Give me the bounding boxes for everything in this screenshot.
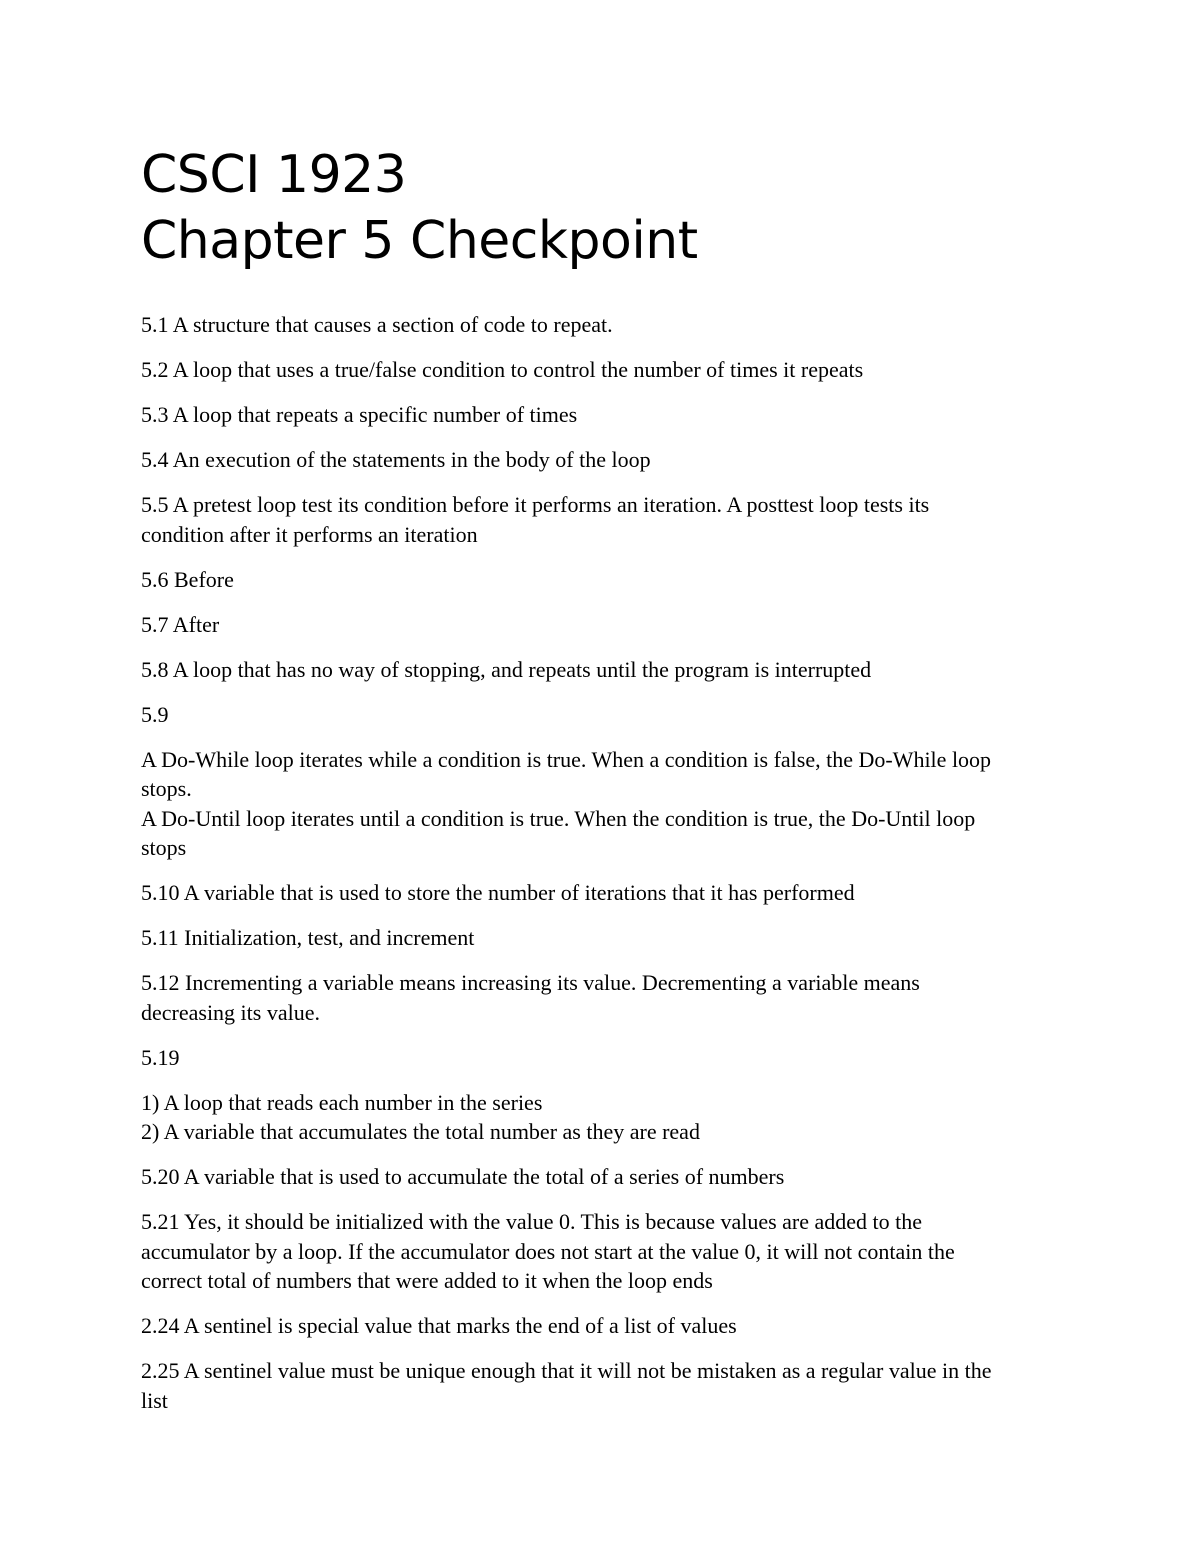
paragraph-line: 5.7 After <box>141 611 220 637</box>
answer-paragraph <box>141 490 1061 549</box>
answer-paragraph <box>141 445 1061 475</box>
paragraph-line: stops <box>141 835 187 860</box>
paragraph-line: stops. <box>141 776 192 801</box>
answer-paragraph <box>141 745 1061 863</box>
paragraph-line: 5.1 A structure that causes a section of code to repeat. <box>141 312 613 337</box>
course-title: CSCI 1923 <box>141 145 407 205</box>
answer-paragraph <box>141 400 1061 430</box>
paragraph-line: 5.20 A variable that is used to accumulate the total of a series of numbers <box>141 1164 785 1189</box>
paragraph-line: 5.3 A loop that repeats a specific number of times <box>141 402 578 427</box>
paragraph-line: accumulator by a loop. If the accumulator does not start at the value 0, it will not contain the <box>141 1238 955 1264</box>
paragraph-line: 5.4 An execution of the statements in the body of the loop <box>141 447 651 472</box>
paragraph-line: 5.11 Initialization, test, and increment <box>141 925 475 950</box>
paragraph-line: 5.19 <box>141 1044 180 1070</box>
answer-paragraph <box>141 610 1061 640</box>
paragraph-line: 5.5 A pretest loop test its condition before it performs an iteration. A posttest loop tests its <box>141 492 930 517</box>
chapter-title: Chapter 5 Checkpoint <box>141 211 698 271</box>
answer-paragraph <box>141 968 1061 1027</box>
answer-paragraph <box>141 878 1061 908</box>
paragraph-line: 5.21 Yes, it should be initialized with the value 0. This is because values are added to the <box>141 1209 923 1234</box>
paragraph-line: 1) A loop that reads each number in the series <box>141 1089 543 1115</box>
answer-paragraph <box>141 310 1061 340</box>
answer-paragraph <box>141 923 1061 953</box>
paragraph-line: 2) A variable that accumulates the total number as they are read <box>141 1119 700 1144</box>
document-title <box>141 142 1091 274</box>
answer-paragraph <box>141 565 1061 595</box>
answer-paragraph <box>141 355 1061 385</box>
answer-paragraph <box>141 1043 1061 1073</box>
answer-paragraph <box>141 1311 1061 1341</box>
answer-paragraph <box>141 700 1061 730</box>
paragraph-line: A Do-While loop iterates while a condition is true. When a condition is false, the Do-While loop <box>141 746 992 772</box>
answer-paragraph <box>141 1207 1061 1296</box>
paragraph-line: 2.24 A sentinel is special value that marks the end of a list of values <box>141 1313 737 1338</box>
document-body <box>141 310 1061 1431</box>
paragraph-line: 2.25 A sentinel value must be unique enough that it will not be mistaken as a regular value in the <box>141 1358 992 1383</box>
paragraph-line: A Do-Until loop iterates until a condition is true. When the condition is true, the Do-Until loop <box>141 805 976 831</box>
paragraph-line: correct total of numbers that were added to it when the loop ends <box>141 1268 713 1293</box>
paragraph-line: 5.6 Before <box>141 566 234 592</box>
paragraph-line: 5.2 A loop that uses a true/false condition to control the number of times it repeats <box>141 357 864 382</box>
paragraph-line: 5.10 A variable that is used to store the number of iterations that it has performed <box>141 880 855 905</box>
paragraph-line: 5.8 A loop that has no way of stopping, and repeats until the program is interrupted <box>141 656 872 682</box>
answer-paragraph <box>141 1162 1061 1192</box>
paragraph-line: 5.9 <box>141 701 169 727</box>
paragraph-line: condition after it performs an iteration <box>141 521 478 547</box>
answer-paragraph <box>141 1356 1061 1415</box>
paragraph-line: decreasing its value. <box>141 999 320 1025</box>
answer-paragraph <box>141 1088 1061 1147</box>
paragraph-line: 5.12 Incrementing a variable means increasing its value. Decrementing a variable means <box>141 970 920 995</box>
paragraph-line: list <box>141 1387 168 1413</box>
answer-paragraph <box>141 655 1061 685</box>
